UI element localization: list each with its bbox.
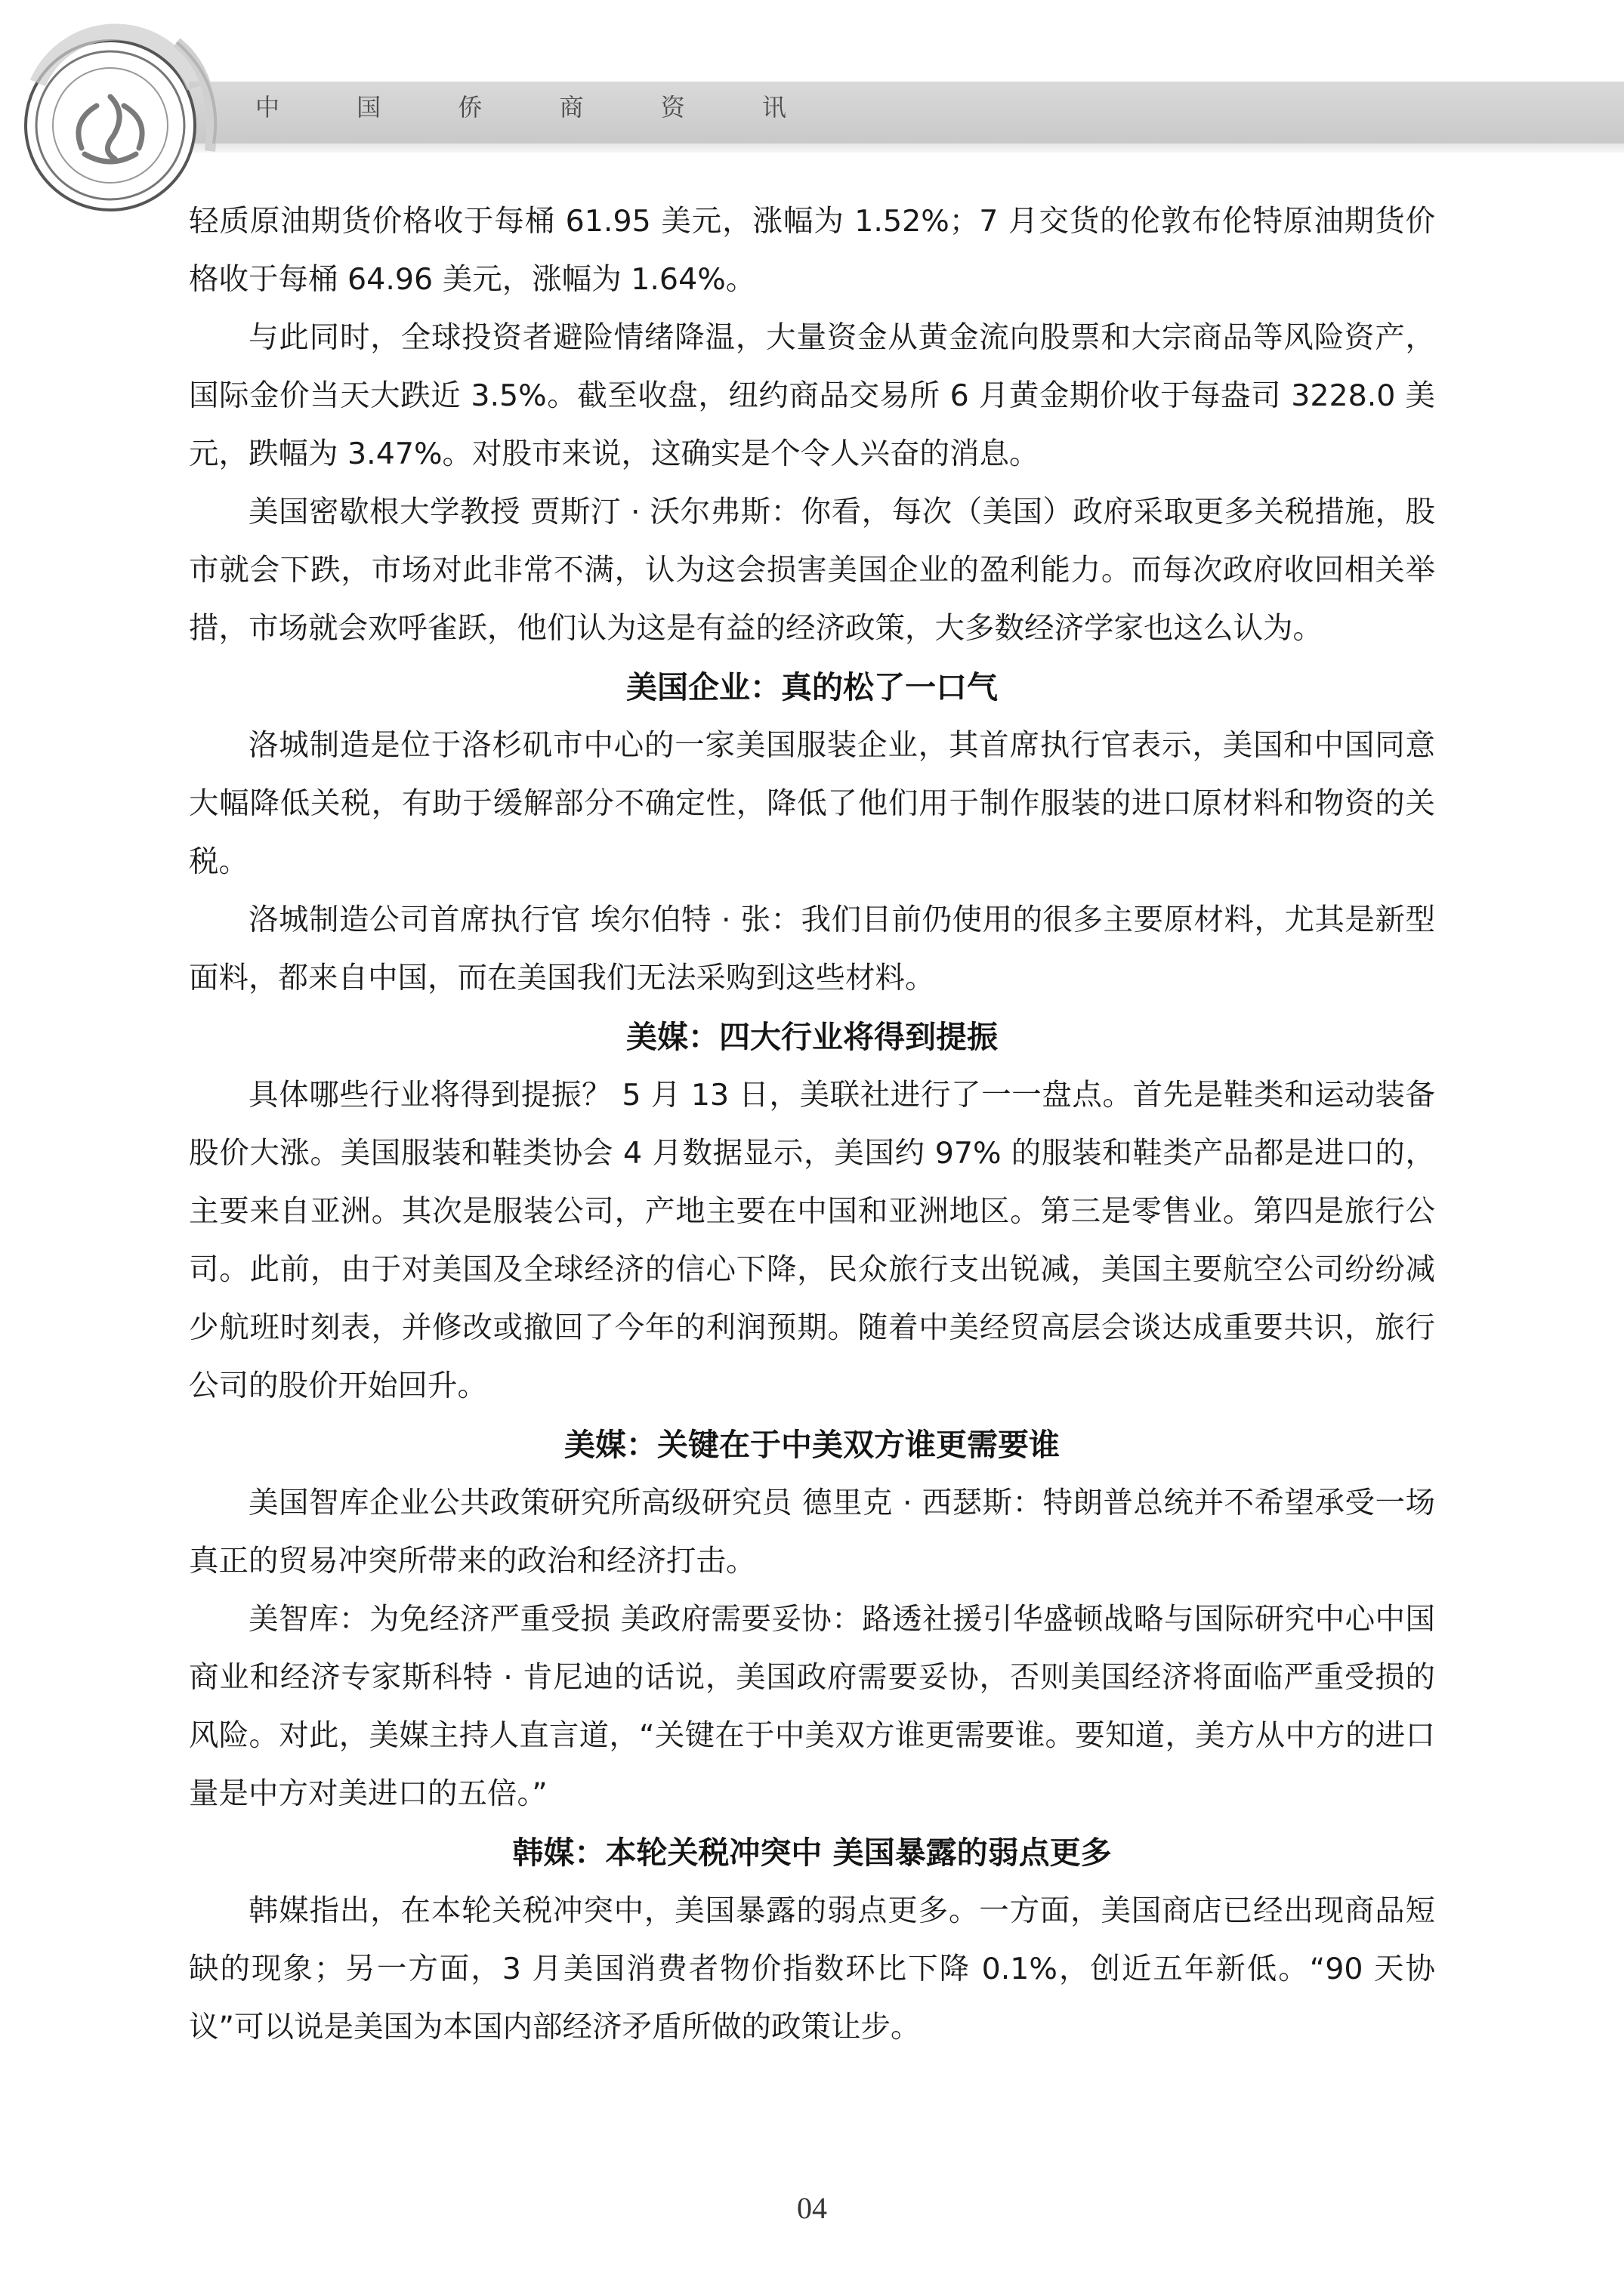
article-body [189,193,1435,2057]
paragraph: 美智库：为免经济严重受损 美政府需要妥协：路透社援引华盛顿战略与国际研究中心中国商业和经济专家斯科特 · 肯尼迪的话说，美国政府需要妥协，否则美国经济将面临严重受损的风险。对此，美媒主持人直言道，“关键在于中美双方谁更需要谁。要知道，美方从中方的进口量是中方对美进口的五倍。” [189,1602,1435,1811]
paragraph: 洛城制造公司首席执行官 埃尔伯特 · 张：我们目前仍使用的很多主要原材料，尤其是新型面料，都来自中国，而在美国我们无法采购到这些材料。 [189,903,1435,995]
section-heading: 韩媒：本轮关税冲突中 美国暴露的弱点更多 [512,1835,1112,1871]
section-heading: 美媒：关键在于中美双方谁更需要谁 [564,1427,1060,1463]
organization-logo [21,15,233,213]
paragraph: 洛城制造是位于洛杉矶市中心的一家美国服装企业，其首席执行官表示，美国和中国同意大幅降低关税，有助于缓解部分不确定性，降低了他们用于制作服装的进口原材料和物资的关税。 [189,728,1435,879]
section-heading: 美媒：四大行业将得到提振 [626,1019,998,1055]
paragraph: 美国智库企业公共政策研究所高级研究员 德里克 · 西瑟斯：特朗普总统并不希望承受一场真正的贸易冲突所带来的政治和经济打击。 [189,1486,1435,1579]
section-heading: 美国企业：真的松了一口气 [626,669,998,705]
paragraph: 与此同时，全球投资者避险情绪降温，大量资金从黄金流向股票和大宗商品等风险资产，国际金价当天大跌近 3.5%。截至收盘，纽约商品交易所 6 月黄金期价收于每盎司 3228.0 美元，跌幅为 3.47%。对股市来说，这确实是个令人兴奋的消息。 [189,320,1435,471]
paragraph: 韩媒指出，在本轮关税冲突中，美国暴露的弱点更多。一方面，美国商店已经出现商品短缺的现象；另一方面，3 月美国消费者物价指数环比下降 0.1%，创近五年新低。“90 天协议”可以说是美国为本国内部经济矛盾所做的政策让步。 [189,1893,1435,2045]
page-number: 04 [797,2191,827,2225]
paragraph: 轻质原油期货价格收于每桶 61.95 美元，涨幅为 1.52%；7 月交货的伦敦布伦特原油期货价格收于每桶 64.96 美元，涨幅为 1.64%。 [189,204,1435,297]
paragraph: 美国密歇根大学教授 贾斯汀 · 沃尔弗斯：你看，每次（美国）政府采取更多关税措施，股市就会下跌，市场对此非常不满，认为这会损害美国企业的盈利能力。而每次政府收回相关举措，市场就会欢呼雀跃，他们认为这是有益的经济政策，大多数经济学家也这么认为。 [189,495,1435,646]
paragraph: 具体哪些行业将得到提振？ 5 月 13 日，美联社进行了一一盘点。首先是鞋类和运动装备股价大涨。美国服装和鞋类协会 4 月数据显示，美国约 97% 的服装和鞋类产品都是进口的，主要来自亚洲。其次是服装公司，产地主要在中国和亚洲地区。第三是零售业。第四是旅行公司。此前，由于对美国及全球经济的信心下降，民众旅行支出锐减，美国主要航空公司纷纷减少航班时刻表，并修改或撤回了今年的利润预期。随着中美经贸高层会谈达成重要共识，旅行公司的股价开始回升。 [189,1078,1435,1403]
header-title: 中 国 侨 商 资 讯 [255,93,821,122]
